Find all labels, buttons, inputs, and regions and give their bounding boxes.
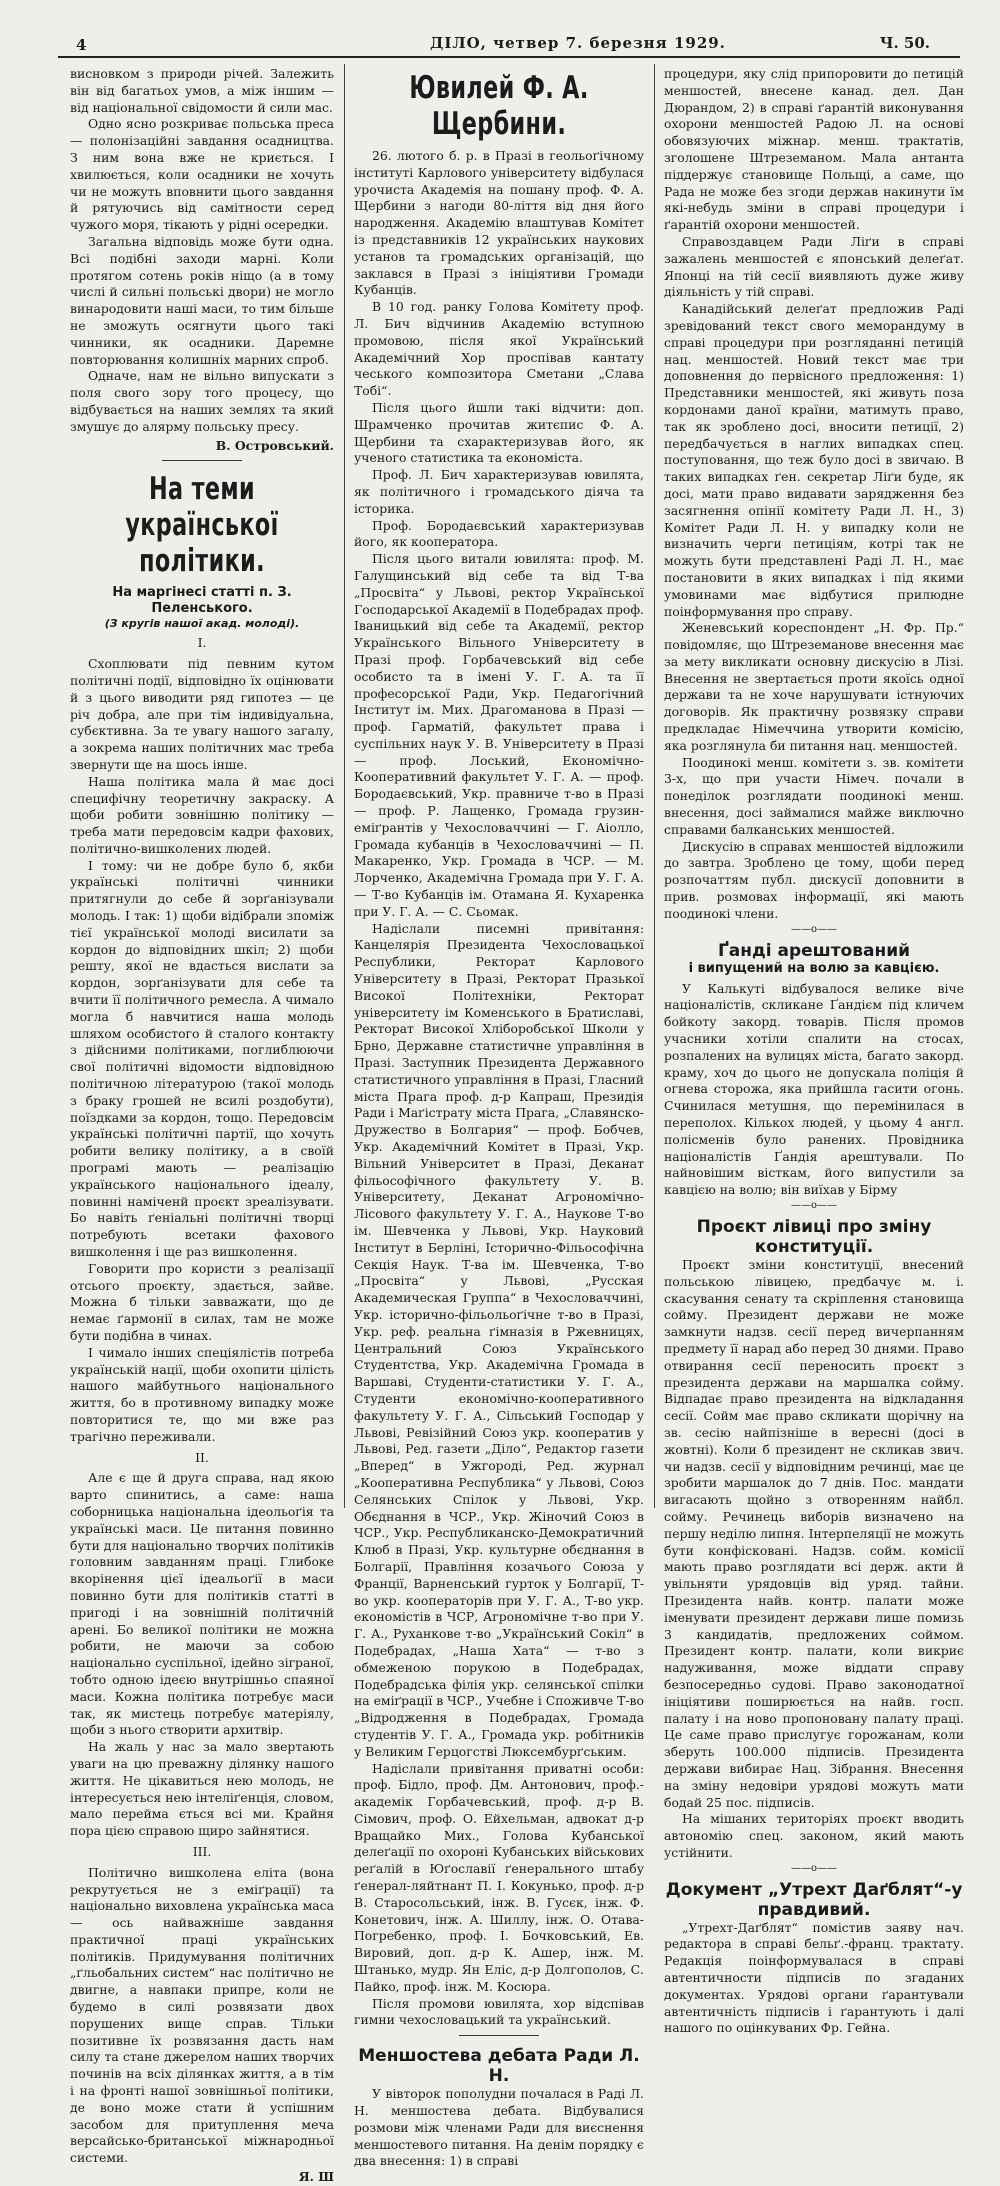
paragraph: Проєкт зміни конституції, внесений польською лівицею, предбачує м. і. скасування сенату та скріплення становища сойму. Президент держави не може замкнути надзв. сесії перед вичерпанням предмету її нарад або перед 30 днями. Право отвирання сесії переносить проєкт з президента держави на маршалка сойму. Відпадає право президента на відкладання сесії. Сойм має право скликати щорічну на зв. сесію найпізніше в вересні (досі в жовтні). Коли б президент не скликав звич. чи надзв. сесії у відповідним речинці, має це зробити маршалок до 7 днів. Пос. мандати вигасають щойно з отворенням найбл. сойму. Речинець виборів визначено на першу неділю липня. Інтерпеляції не можуть бути конфіскованi. Надзв. сойм. комісії мають право розглядати всі держ. акти й увільняти урядовців від уряд. тайни. Президента найв. контр. палати може іменувати президент держави лише помизь 3 кандидатів, предложених соймом. Президент контр. палати, коли викриє надуживання, може віддати справу безпосередньо судові. Право законодатної ініціятиви поширюється на найв. госп. палату і на ново пропоновану палату праці. Це саме право прислугує горожанам, коли зберуть 100.000 підписів. Президента держави вибирає Нац. Зібрання. Внесення на зміну недовіри урядові можуть мати бодай 25 пос. підписів. — [664, 1257, 964, 1810]
paragraph: На мішаних територіях проєкт вводить автономію спец. законом, який мають устійнити. — [664, 1811, 964, 1860]
article-subheadline: і випущений на волю за кавцією. — [688, 960, 940, 976]
paragraph: Наша політика мала й має досі специфічну теоретичну закраску. А щоби робити зовнішню політику — треба мати передовсім кадри фахових, політично-вишколених людей. — [70, 773, 334, 856]
ornament-divider: ——o—— — [790, 1200, 838, 1211]
paragraph: Женевський кореспондент „Н. Фр. Пр.“ повідомляє, що Штреземанове внесення має за мету викликати основну дискусію в Лізі. Внесення не звертається проти якоїсь одної держави та не хоче нарушувати істнуючих договорів. Як практичну розвязку справи предкладає Німеччина утворити комісію, яка розглянула би питання нац. меншостей. — [664, 620, 964, 753]
column-2 — [354, 66, 644, 2169]
ornament-divider: ——o—— — [790, 923, 838, 935]
article-byline: (З кругів нашої акад. молоді). — [104, 617, 300, 631]
column-rule-1 — [344, 64, 345, 1508]
column-3 — [664, 66, 964, 2036]
paragraph: Говорити про користи з реалізації отсього проєкту, здається, зайве. Можна б тільки завважати, що де немає ґармонії в силах, там не може бути подібна в чинах. — [70, 1260, 334, 1343]
column-1 — [70, 66, 334, 2185]
paragraph: Надіслали привітання приватні особи: проф. Бідло, проф. Дм. Антонович, проф.-академік Горбачевський, проф. д-р В. Сімович, проф. О. Ейхельман, адвокат д-р Вращайко Мих., Голова Кубанської делеґації по охороні Кубанських військових реґалій в Юґославії ґенерального штабу ґенерал-ляйтнант П. І. Кокунько, проф. д-р В. Старосольський, інж. В. Гусєк, інж. Ф. Конетович, інж. А. Шиллу, інж. О. Отава-Погребенко, проф. І. Бочковський, Ев. Вировий, доп. д-р К. Ашер, інж. М. Штанько, мудр. Ян Еліс, д-р Долгополов, С. Пайко, проф. інж. М. Косюра. — [354, 1760, 644, 1994]
masthead-title-date: ДІЛО, четвер 7. березня 1929. — [430, 34, 726, 52]
article-headline: На теми української політики. — [125, 471, 279, 580]
article-headline: Проєкт лівиці про зміну конституції. — [696, 1217, 932, 1257]
paragraph: Після промови ювилята, хор відспівав гимни чехословацький та український. — [354, 1995, 644, 2028]
column-rule-2 — [654, 64, 655, 1508]
signature: В. Островський. — [215, 437, 334, 453]
paragraph: Але є ще й друга справа, над якою варто спинитись, а саме: наша соборницька національна ідеольоґія та українські маси. Це питання повинно бути для національно творчих політиків головним завданням праці. Глибоке вкорінення цієї ідеальоґії в маси повинно бути для політиків статті в пригоді і на зовнішній політичній арені. Бо великої політики не можна робити, не маючи за собою національно суспільної, ідейно зіграної, тобто одною ідеєю внутрішньо спаяної маси. Кожна політика потребує маси так, як мистець потребує матеріялу, щоби з нього створити архитвір. — [70, 1470, 334, 1738]
article-subheadline: На маргінесі статті п. З. Пеленського. — [112, 585, 292, 617]
paragraph: В 10 год. ранку Голова Комітету проф. Л. Бич відчинив Академію вступною промовою, після якої Український Академічний Хор проспівав кантату чеського композитора Сметани „Слава Тобі“. — [354, 299, 644, 399]
paragraph: Схоплювати під певним кутом політичні події, відповідно їх оцінювати й з цього виводити ряд гипотез — це річ добра, але при тім індивідуальна, субєктивна. За те увагу нашого загалу, а зокрема наших політичних мас треба звернути ще на шось інше. — [70, 656, 334, 772]
masthead — [58, 30, 960, 58]
paragraph: Проф. Л. Бич характеризував ювилята, як політичного і громадського діяча та історика. — [354, 467, 644, 516]
paragraph: 26. лютого б. р. в Празі в геольоґічному інституті Карлового університету відбулася урочиста Академія на пошану проф. Ф. А. Щербини з нагоди 80-ліття від дня його народження. Академію влаштував Комітет із представників 12 українських наукових установ та громадських організацій, що заклався в Празі з ініціятиви Громади Кубанців. — [354, 148, 644, 298]
paragraph: Після цього витали ювилята: проф. М. Галущинський від себе та від Т-ва „Просвіта“ у Львові, ректор Української Господарської Академії в Подебрадах проф. Іваницький від себе та Академії, ректор Українського Вільного Університету в Празі проф. Горбачевський від себе особисто та в імені У. Г. А. та її професорської Ради, Укр. Педагогічний Інститут ім. Мих. Драгоманова в Празі — проф. Гарматій, факультет права і суспільних наук У. В. Університету в Празі — проф. Лоський, Економічно-Кооперативний факультет У. Г. А. — проф. Бородаєвський, Укр. правниче т-во в Празі — проф. Р. Лащенко, Громада грузин-еміґрантів у Чехословаччині — Г. Аіолло, Громада кубанців в Чехословаччині — П. Макаренко, Укр. Громада в ЧСР. — М. Лорченко, Академічна Громада при У. Г. А. — Т-во Кубанців ім. Отамана Я. Кухаренка при У. Г. А. — С. Сьомак. — [354, 551, 644, 919]
paragraph: У Калькуті відбувалося велике віче націоналістів, скликане Ґандієм під кличем бойкоту закорд. товарів. Після промов учасники хотіли спалити на стосах, розпалених на вулицях міста, багато закорд. краму, хоч до цього не допускала поліція й огнева сторожа, яка прийшла гасити огонь. Счинилася метушня, що перемінилася в переполох. Кількох людей, у цьому 4 англ. полісменів було ранених. Провідника націоналістів Ґандія арештували. По найновішим вісткам, його випустили за кавцією на волю; він виїхав у Бірму — [664, 980, 964, 1198]
paragraph: Проф. Бородаєвський характеризував його, як кооператора. — [354, 517, 644, 550]
signature: Я. Ш — [298, 2169, 334, 2185]
paragraph: Після цього йшли такі відчити: доп. Шрамченко прочитав житєпис Ф. А. Щербини та схарактеризував його, як ученого статистика та економіста. — [354, 399, 644, 466]
article-headline: Меншостева дебата Ради Л. Н. — [358, 2046, 640, 2087]
paragraph: Загальна відповідь може бути одна. Всі подібні заходи марні. Коли протягом сотень років ніщо (а в тому числі й сильні польські двори) не могло винародовити наші маси, то тим більше не зможуть осягнути цього такі чинники, як осадники. Даремне повторювання колишніх марних спроб. — [70, 233, 334, 367]
paragraph: Одно ясно розкриває польська преса — полонізаційні завдання осадництва. З ним вона вже не криється. І хвилюється, коли осадники не хочуть чи не можуть вповнити цього завдання й рятуючись від самітности серед чужого моря, тікають у рідні осередки. — [70, 116, 334, 233]
paragraph: І чимало інших спеціялістів потреба українській нації, щоби охопити цілість нашого майбутнього національного життя, бо в противному випадку може повторитися те, що ми вже раз трагічно переживали. — [70, 1344, 334, 1444]
paragraph: „Утрехт-Даґблят“ помістив заяву нач. редактора в справі бельґ.-франц. трактату. Редакція поінформувалася в справі автентичности підписів по згаданих документах. Урядові органи ґарантували автентичність підписів і ґарантують і далі нашого по оцінкуваних Фр. Гейна. — [664, 1919, 964, 2036]
ornament-divider: ——o—— — [790, 1862, 838, 1874]
paragraph: Справоздавцем Ради Ліґи в справі зажалень меншостей є японський делеґат. Японці на тій сесії виявляють дуже живу діяльність у тій справі. — [664, 233, 964, 300]
paragraph: процедури, яку слід припоровити до петицій меншостей, внесене канад. дел. Дан Дюрандом, 2) в справі ґарантій виконування охорони меншостей Радою Л. на основі обовязуючих міжнар. менш. трактатів, зголошене Штреземаном. Мала антанта піддержує становище Польщі, а саме, що Рада не може без згоди держав накинути їм які-небудь зміни в справі процедури і ґарантій охорони меншостей. — [664, 66, 964, 233]
paragraph: Дискусію в справах меншостей відложили до завтра. Зроблено це тому, щоби перед розпочаттям публ. дискусії доповнити в прив. розмовах інформації, які мають поодинокі члени. — [664, 838, 964, 921]
paragraph: висновком з природи річей. Залежить він від багатьох умов, а між іншим — від національної свідомости й сили мас. — [70, 66, 334, 115]
paragraph: Надіслали писемні привітання: Канцелярія Президента Чехословацької Республики, Ректорат Карлового Університету в Празі, Ректорат Празької Високої Політехніки, Ректорат університету ім Коменського в Братиславі, Ректорат Високої Хліборобської Школи у Брно, Державне статистичне управління в Празі. Заступник Президента Державного статистичного управління в Празі, Гласний міста Прага проф. д-р Капраш, Президія Ради і Маґістрату міста Прага, „Славянско-Дружество в Болгария“ — проф. Бобчев, Укр. Академічний Комітет в Празі, Укр. Вільний Університет в Празі, Деканат фільософічного факультету У. В. Університету, Деканат Агрономічно-Лісового факультету У. Г. А., Наукове Т-во ім. Шевченка у Львові, Укр. Науковий Інститут в Берліні, Історично-Фільософічна Секція Наук. Т-ва ім. Шевченка, Т-во „Просвіта“ у Львові, „Русская Академическая Группа“ в Чехословаччині, Укр. історично-фільольоґічне т-во в Празі, Укр. реф. реальна ґімназія в Ржевницях, Центральний Союз Українського Студентства, Укр. Академічна Громада в Варшаві, Студенти-статистики У. Г. А., Студенти економічно-кооперативного факультету У. Г. А., Сільський Господар у Львові, Ревізійний Союз укр. кооператив у Львові, Ред. газети „Діло“, Редактор газети „Вперед“ в Ужгороді, Ред. журнал „Кооперативна Республика“ у Львові, Союз Селянських Спілок у Львові, Укр. Обєднання в ЧСР., Укр. Жіночий Союз в ЧСР., Укр. Республиканско-Демократичний Клюб в Празі, Укр. культурне обєднання в Болгарії, Правління козачього Союза у Франції, Варненський гурток у Болгарії, Т-во укр. кооператорів при У. Г. А., Т-во укр. економістів в ЧСР, Агрономічне т-во при У. Г. А., Руханкове т-во „Український Сокіл“ в Подебрадах, „Наша Хата“ — т-во з обмеженою порукою в Подебрадах, Подебрадська філія укр. селянської спілки на еміґрації в ЧСР., Учебне і Споживче Т-во „Відродження в Подебрадах, Громада студентів У. Г. А., Громада укр. робітників у Великим Герцогстві Люксембурґським. — [354, 920, 644, 1759]
divider — [459, 2035, 539, 2036]
paragraph: І тому: чи не добре було б, якби українські політичні чинники притягнули до себе й зорґанізували молодь. І так: 1) щоби відібрали зпоміж тієї української молоді висилати за кордон до відповідних шкіл; 2) щоби решту, якої не вдасться вислати за кордон, зорґанізувати для себе та вчити її політичного ремесла. А чимало могла б навчитися наша молодь шляхом особистого й сталого контакту з дійсними політиками, поглиблюючи свої політичні відомости відповідною політичною літературою (такої молодь з браку грошей не всилі роздобути), поїздками за кордон, тощо. Передовсім українські політичні партії, що хочуть робити велику політику, а в своїй програмі мають — реалізацію українського національного ідеалу, повинні наміченй проєкт зреалізувати. Бо навіть ґеніальні політичні творці потребують всетаки фахового вишколення і ще раз вишколення. — [70, 857, 334, 1260]
article-headline: Ґанді арештований — [717, 940, 911, 961]
page-number: 4 — [76, 36, 87, 54]
section-number: III. — [192, 1843, 212, 1859]
paragraph: Поодинокі менш. комітети з. зв. комітети 3-х, що при участи Німеч. почали в понеділок розглядати поодинокі менш. внесення, досі займалися майже виключно справами балканських меншостей. — [664, 754, 964, 837]
section-number: II. — [195, 1449, 209, 1465]
section-number: I. — [197, 635, 207, 651]
divider — [162, 460, 242, 461]
issue-number: Ч. 50. — [879, 34, 930, 52]
paragraph: Одначе, нам не вільно випускати з поля свого зору того процесу, що відбувається на наших землях та який змушує до алярму польську пресу. — [70, 368, 334, 434]
article-headline: Документ „Утрехт Даґблят“-у правдивий. — [665, 1879, 963, 1920]
paragraph: На жаль у нас за мало звертають уваги на цю преважну ділянку нашого життя. Не цікавиться нею молодь, не інтересується нею інтеліґенція, словом, мало перейма ється всі ми. Крайня пора цією справою щиро зайнятися. — [70, 1739, 334, 1839]
paragraph: Політично вишколена еліта (вона рекрутується не з еміґрації) та національно виховлена українська маса — ось найважніше завдання практичної праці українських політиків. Придумування політичних „ґльобальних систем“ нас політично не двигне, а навпаки припре, коли не будемо в силі розвязати двох порушених вище справ. Тільки позитивне їх розвязання дасть нам силу та стане джерелом наших творчих починів на всіх ділянках життя, а в тім і на фронті нашої зовнішньої політики, де воно може стати й успішним засобом для притуплення меча версайсько-британської міжнародньої системи. — [70, 1864, 334, 2166]
paragraph: Канадійський делеґат предложив Раді зревідований текст свого меморандуму в справі процедури при розгляданні петицій нац. меншостей. Новий текст має три доповнення до первісного предложення: 1) Представники меншостей, які живуть поза кордонами даної країни, матимуть право, так як зроблено досі, вносити петиції, 2) передбачується в наглих випадках спец. поступовання, що теж було досі в звичаю. В таких випадках ґен. секретар Ліґи буде, як досі, мати право видавати зарядження без засягнення опінії комітету Ради Л. Н., 3) Комітет Ради Л. Н. у випадку коли не визначить черги петиціям, котрі так не можуть бути представлені Раді Л. Н., має постановити в яких випадках і під якими умовинами має відбутися прилюдне поінформування про справу. — [664, 301, 964, 619]
article-headline: Ювилей Ф. А. Щербини. — [409, 70, 589, 142]
paragraph: У вівторок пополудни почалася в Раді Л. Н. меншостева дебата. Відбувалися розмови між членами Ради для виєснення меншостевого питання. На денім порядку є два внесення: 1) в справі — [354, 2086, 644, 2169]
